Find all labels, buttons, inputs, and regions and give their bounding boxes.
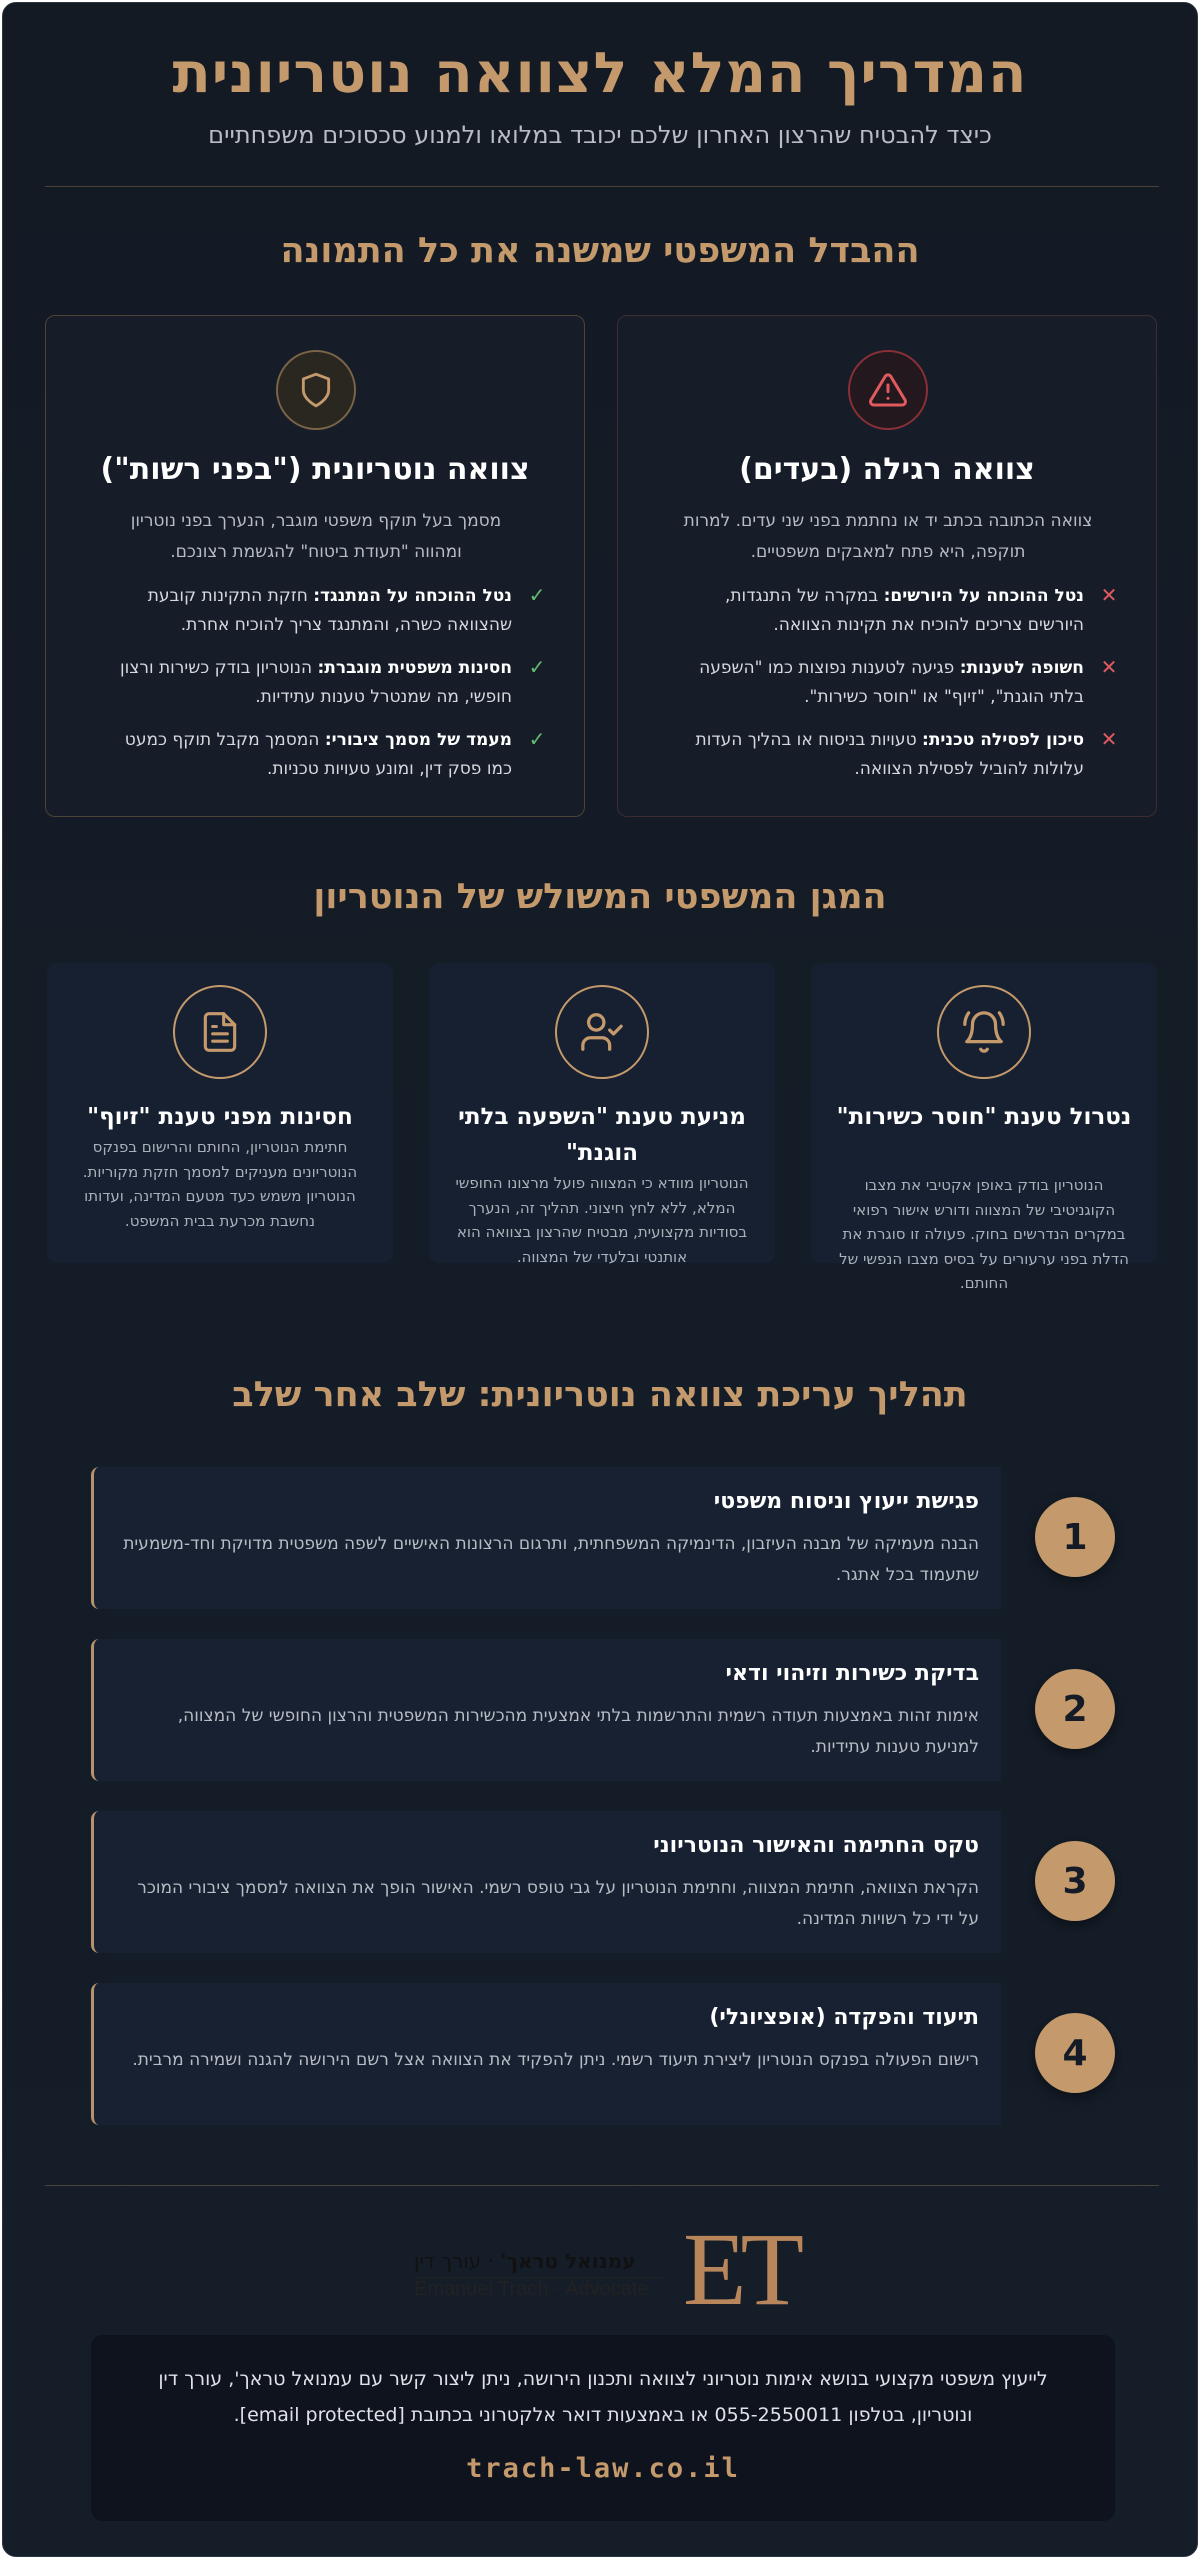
shield-icon (276, 350, 356, 430)
shield-section-title: המגן המשפטי המשולש של הנוטריון (313, 877, 887, 917)
shield-card-influence (429, 963, 775, 1266)
step-title: פגישת ייעוץ וניסוח משפטי (713, 1489, 979, 1514)
item-label: חסינות משפטית מוגברת: (317, 658, 512, 678)
check-icon: ✓ (528, 727, 546, 751)
divider (45, 186, 1159, 187)
bell-icon (937, 985, 1031, 1079)
notarial-will-card (45, 315, 585, 817)
logo (408, 2212, 798, 2327)
shield-card-competence (811, 963, 1157, 1292)
infographic (2, 2, 1198, 2557)
step-description: הקראת הצוואה, חתימת המצווה, וחתימת הנוטריון על גבי טופס רשמי. האישור הופך את הצוואה למסמך ציבורי המוכר על ידי כל רשויות המדינה. (137, 1878, 979, 1929)
user-check-icon (555, 985, 649, 1079)
list-item (658, 654, 1118, 726)
shield-card-title: חסינות מפני טענת "זיוף" (87, 1104, 353, 1130)
regular-will-card (617, 315, 1157, 817)
website-link[interactable]: trach-law.co.il (466, 2453, 740, 2484)
step-number-badge: 4 (1035, 2013, 1115, 2093)
step-card (91, 1983, 1001, 2125)
step-title: תיעוד והפקדה (אופציונלי) (709, 2005, 979, 2030)
shield-card-title: נטרול טענת "חוסר כשירות" (836, 1104, 1132, 1130)
check-icon: ✓ (528, 583, 546, 607)
step-title: טקס החתימה והאישור הנוטריוני (653, 1833, 979, 1858)
contact-box (91, 2335, 1115, 2521)
step-number-badge: 2 (1035, 1669, 1115, 1749)
step-card (91, 1467, 1001, 1609)
check-icon: ✓ (528, 655, 546, 679)
list-item (86, 654, 546, 726)
item-text: במקרה של התנגדות, היורשים צריכים להוכיח את תקינות הצוואה. (724, 586, 1084, 635)
logo-hebrew-name: עמנואל טראך' · עורך דין (414, 2249, 636, 2273)
shield-card-description: הנוטריון מוודא כי המצווה פועל מרצונו החופשי המלא, ללא לחץ חיצוני. תהליך זה, הנערך בסודיות מקצועית, מבטיח שהרצון בצוואה הוא אותנטי ובלעדי של המצווה. (455, 1174, 749, 1266)
shield-card-title: מניעת טענת "השפעה בלתי הוגנת" (458, 1104, 746, 1166)
step-title: בדיקת כשירות וזיהוי ודאי (725, 1661, 979, 1686)
item-text: חזקת התקינות קובעת שהצוואה כשרה, והמתנגד צריך להוכיח אחרת. (147, 586, 512, 635)
item-text: פגיעה לטענות נפוצות כמו "השפעה בלתי הוגנת", "זיוף" או "חוסר כשירות". (699, 658, 1084, 707)
regular-will-title: צוואה רגילה (בעדים) (739, 452, 1035, 487)
logo-english-name: Emanuel Trach · Advocate (414, 2277, 664, 2301)
comparison-title: ההבדל המשפטי שמשנה את כל התמונה (280, 231, 920, 271)
logo-mark: ET (682, 2212, 798, 2327)
step-description: רישום הפעולה בפנקס הנוטריון ליצירת תיעוד רשמי. ניתן להפקיד את הצוואה אצל רשם הירושה להגנה ושמירה מרבית. (132, 2050, 979, 2070)
x-icon: ✕ (1100, 655, 1118, 679)
shield-card-description: חתימת הנוטריון, החותם והרישום בפנקס הנוטריונים מעניקים למסמך חזקת מקוריות. הנוטריון משמש כעד מטעם המדינה, ועדותו נחשבת מכרעת בבית המשפט. (82, 1138, 358, 1230)
page-subtitle: כיצד להבטיח שהרצון האחרון שלכם יכובד במלואו ולמנוע סכסוכים משפחתיים (208, 121, 992, 149)
divider (45, 2185, 1159, 2186)
step-card (91, 1811, 1001, 1953)
item-label: נטל ההוכחה על המתנגד: (313, 586, 512, 606)
item-text: טעויות בניסוח או בהליך העדות עלולות להוביל לפסילת הצוואה. (695, 730, 1084, 779)
regular-will-description: צוואה הכתובה בכתב יד או נחתמת בפני שני עדים. למרות תוקפה, היא פתח למאבקים משפטיים. (683, 511, 1093, 562)
item-label: נטל ההוכחה על היורשים: (883, 586, 1084, 606)
list-item (658, 726, 1118, 798)
step-card (91, 1639, 1001, 1781)
shield-card-forgery (47, 963, 393, 1263)
item-label: סיכון לפסילה טכנית: (922, 730, 1084, 750)
shield-card-description: הנוטריון בודק באופן אקטיבי את מצבו הקוגניטיבי של המצווה ודורש אישור רפואי במקרים הנדרשים בחוק. פעולה זו סוגרת את הדלת בפני ערעורים על בסיס מצבו הנפשי של החותם. (839, 1176, 1129, 1292)
item-label: חשופה לטענות: (959, 658, 1084, 678)
x-icon: ✕ (1100, 583, 1118, 607)
item-label: מעמד של מסמך ציבורי: (324, 730, 512, 750)
notarial-will-title: צוואה נוטריונית ("בפני רשות") (100, 452, 530, 487)
item-text: המסמך מקבל תוקף כמעט כמו פסק דין, ומונע טעויות טכניות. (124, 730, 512, 779)
notarial-will-list (86, 582, 546, 798)
x-icon: ✕ (1100, 727, 1118, 751)
step-number-badge: 1 (1035, 1497, 1115, 1577)
step-description: הבנה מעמיקה של מבנה העיזבון, הדינמיקה המשפחתית, ותרגום הרצונות האישיים לשפה משפטית מדויקת וחד-משמעית שתעמוד בכל אתגר. (123, 1534, 979, 1585)
document-icon (173, 985, 267, 1079)
step-number-badge: 3 (1035, 1841, 1115, 1921)
regular-will-list (658, 582, 1118, 798)
item-text: הנוטריון בודק כשירות ורצון חופשי, מה שמנטרל טענות עתידיות. (120, 658, 512, 707)
warning-triangle-icon (848, 350, 928, 430)
list-item (86, 582, 546, 654)
steps-section-title: תהליך עריכת צוואה נוטריונית: שלב אחר שלב (232, 1375, 968, 1415)
page-title: המדריך המלא לצוואה נוטריונית (172, 41, 1028, 106)
list-item (658, 582, 1118, 654)
notarial-will-description: מסמך בעל תוקף משפטי מוגבר, הנערך בפני נוטריון ומהווה "תעודת ביטוח" להגשמת רצונכם. (130, 511, 502, 562)
contact-text: לייעוץ משפטי מקצועי בנושא אימות נוטריוני לצוואה ותכנון הירושה, ניתן ליצור קשר עם עמנואל טראך', עורך דין ונוטריון, בטלפון 055-2550011 או באמצעות דואר אלקטרוני בכתובת [email protected]. (158, 2368, 1048, 2426)
list-item (86, 726, 546, 798)
step-description: אימות זהות באמצעות תעודה רשמית והתרשמות בלתי אמצעית מהכשירות המשפטית והרצון החופשי של המצווה, למניעת טענות עתידיות. (177, 1706, 979, 1757)
